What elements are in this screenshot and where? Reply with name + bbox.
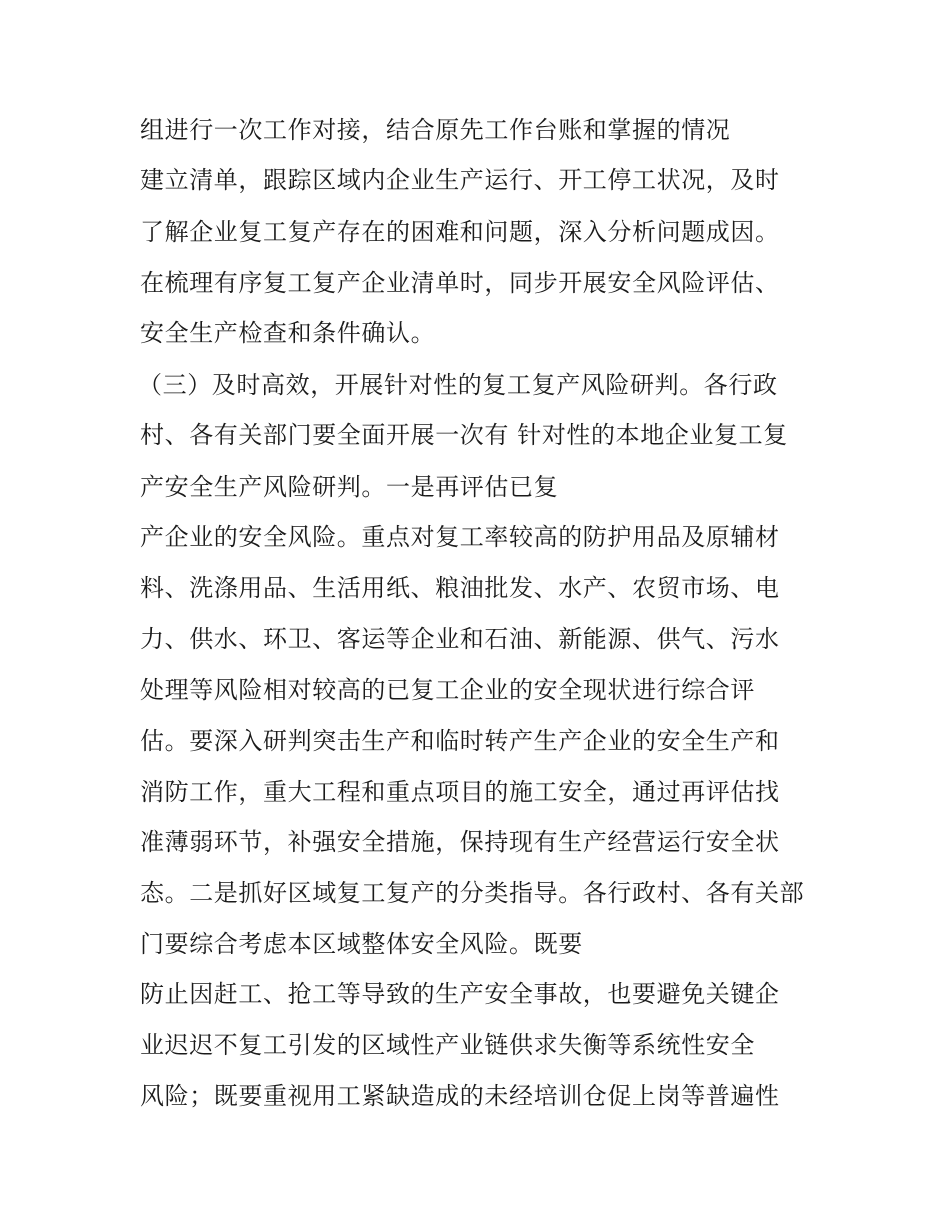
- text-line-19: 业迟迟不复工引发的区域性产业链供求失衡等系统性安全: [140, 1031, 755, 1059]
- text-line-1: 组进行一次工作对接，结合原先工作台账和掌握的情况: [140, 116, 731, 144]
- text-line-20: 风险；既要重视用工紧缺造成的未经培训仓促上岗等普遍性: [140, 1082, 780, 1110]
- text-line-14: 消防工作，重大工程和重点项目的施工安全，通过再评估找: [140, 778, 780, 806]
- text-line-8: 产安全生产风险研判。一是再评估已复: [140, 473, 559, 501]
- text-line-16: 态。二是抓好区域复工复产的分类指导。各行政村、各有关部: [140, 879, 805, 907]
- text-line-4: 在梳理有序复工复产企业清单时，同步开展安全风险评估、: [140, 269, 780, 297]
- text-line-11: 力、供水、环卫、客运等企业和石油、新能源、供气、污水: [140, 625, 780, 653]
- text-line-9: 产企业的安全风险。重点对复工率较高的防护用品及原辅材: [140, 523, 780, 551]
- text-line-7: 村、各有关部门要全面开展一次有 针对性的本地企业复工复: [140, 421, 788, 449]
- text-line-12: 处理等风险相对较高的已复工企业的安全现状进行综合评: [140, 676, 755, 704]
- text-line-17: 门要综合考虑本区域整体安全风险。既要: [140, 930, 583, 958]
- text-line-2: 建立清单，跟踪区域内企业生产运行、开工停工状况，及时: [140, 166, 780, 194]
- text-line-15: 准薄弱环节，补强安全措施，保持现有生产经营运行安全状: [140, 828, 780, 856]
- text-line-3: 了解企业复工复产存在的困难和问题，深入分析问题成因。: [140, 218, 780, 246]
- text-line-10: 料、洗涤用品、生活用纸、粮油批发、水产、农贸市场、电: [140, 574, 780, 602]
- text-line-18: 防止因赶工、抢工等导致的生产安全事故，也要避免关键企: [140, 980, 780, 1008]
- text-line-5: 安全生产检查和条件确认。: [140, 319, 436, 347]
- section-heading-line: （三）及时高效，开展针对性的复工复产风险研判。各行政: [138, 371, 778, 399]
- text-line-13: 估。要深入研判突击生产和临时转产生产企业的安全生产和: [140, 727, 780, 755]
